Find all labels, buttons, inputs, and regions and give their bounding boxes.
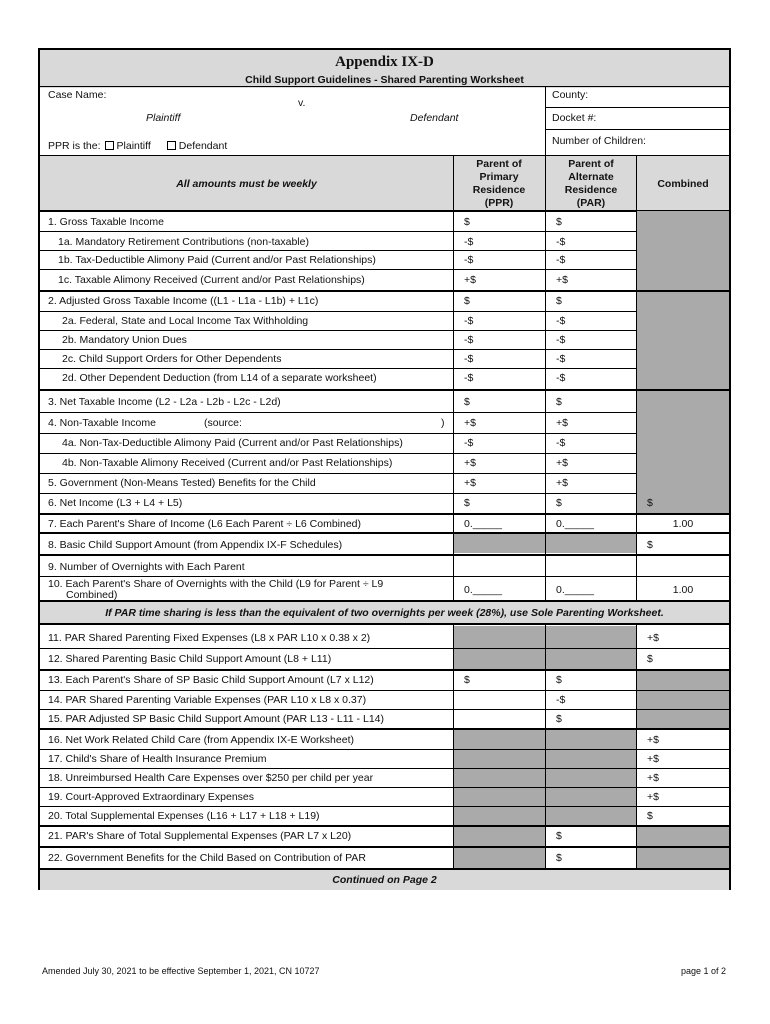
ppr-l7[interactable]: 0._____: [464, 518, 502, 530]
combined-l17[interactable]: +$: [647, 753, 659, 765]
ppr-label: PPR is the:: [48, 140, 101, 152]
line-1a-label: 1a. Mandatory Retirement Contributions (non-taxable): [58, 236, 309, 248]
ppr-l5[interactable]: +$: [464, 477, 476, 489]
line-2a-label: 2a. Federal, State and Local Income Tax Withholding: [62, 315, 309, 327]
combined-l10: 1.00: [672, 584, 694, 596]
line-7-label: 7. Each Parent's Share of Income (L6 Each Parent ÷ L6 Combined): [48, 518, 362, 530]
line-2d-label: 2d. Other Dependent Deduction (from L14 of a separate worksheet): [62, 372, 377, 384]
plaintiff-label: Plaintiff: [146, 112, 181, 124]
par-l22[interactable]: $: [556, 852, 562, 864]
ppr-l10[interactable]: 0._____: [464, 584, 502, 596]
par-l3[interactable]: $: [556, 396, 562, 408]
line-2c-label: 2c. Child Support Orders for Other Dependents: [62, 353, 282, 365]
ppr-l4[interactable]: +$: [464, 417, 476, 429]
par-l2b[interactable]: -$: [556, 334, 566, 346]
ppr-l2d[interactable]: -$: [464, 372, 474, 384]
ppr-l1a[interactable]: -$: [464, 236, 474, 248]
ppr-defendant-checkbox[interactable]: [167, 141, 176, 150]
ppr-l3[interactable]: $: [464, 396, 470, 408]
line-1b-label: 1b. Tax-Deductible Alimony Paid (Current and/or Past Relationships): [58, 254, 376, 266]
amounts-weekly-note: All amounts must be weekly: [176, 178, 317, 190]
ppr-l2a[interactable]: -$: [464, 315, 474, 327]
line-8-label: 8. Basic Child Support Amount (from Appendix IX-F Schedules): [48, 539, 343, 551]
line-1c-label: 1c. Taxable Alimony Received (Current and/or Past Relationships): [58, 274, 365, 286]
sole-parenting-notice: If PAR time sharing is less than the equivalent of two overnights per week (28%), use Sole Parenting Worksheet.: [105, 607, 664, 619]
line-19-label: 19. Court-Approved Extraordinary Expenses: [48, 791, 255, 803]
par-l10[interactable]: 0._____: [556, 584, 594, 596]
par-l4b[interactable]: +$: [556, 457, 568, 469]
line-1-label: 1. Gross Taxable Income: [48, 216, 164, 228]
versus-label: v.: [298, 97, 306, 109]
par-l4[interactable]: +$: [556, 417, 568, 429]
combined-l18[interactable]: +$: [647, 772, 659, 784]
line-2b-label: 2b. Mandatory Union Dues: [62, 334, 187, 346]
continued-note: Continued on Page 2: [332, 874, 437, 886]
ppr-plaintiff-checkbox[interactable]: [105, 141, 114, 150]
worksheet-form: [38, 48, 731, 890]
combined-l7: 1.00: [672, 518, 694, 530]
ppr-l1c[interactable]: +$: [464, 274, 476, 286]
combined-l20[interactable]: $: [647, 810, 653, 822]
ppr-l2c[interactable]: -$: [464, 353, 474, 365]
combined-l8[interactable]: $: [647, 539, 653, 551]
line-9-label: 9. Number of Overnights with Each Parent: [48, 561, 245, 573]
par-l2[interactable]: $: [556, 295, 562, 307]
par-l5[interactable]: +$: [556, 477, 568, 489]
par-l21[interactable]: $: [556, 830, 562, 842]
ppr-l4a[interactable]: -$: [464, 437, 474, 449]
line-10-label-cont: Combined): [66, 589, 118, 601]
par-l2d[interactable]: -$: [556, 372, 566, 384]
page-title: Appendix IX-D: [335, 54, 434, 70]
county-label: County:: [552, 89, 589, 101]
ppr-l6[interactable]: $: [464, 497, 470, 509]
line13-15-shade: [637, 670, 729, 728]
combined-l12[interactable]: $: [647, 653, 653, 665]
par-l1c[interactable]: +$: [556, 274, 568, 286]
par-l14[interactable]: -$: [556, 694, 566, 706]
combined-l6[interactable]: $: [647, 497, 653, 509]
line-5-label: 5. Government (Non-Means Tested) Benefits for the Child: [48, 477, 316, 489]
par-l2c[interactable]: -$: [556, 353, 566, 365]
ppr-selection: [48, 140, 227, 152]
footer-page-number: page 1 of 2: [680, 966, 726, 976]
line-12-label: 12. Shared Parenting Basic Child Support Amount (L8 + L11): [48, 653, 332, 665]
ppr-l1b[interactable]: -$: [464, 254, 474, 266]
combined-shade-top: [637, 211, 729, 514]
line-2-label: 2. Adjusted Gross Taxable Income ((L1 - L1a - L1b) + L1c): [48, 295, 319, 307]
line-21-label: 21. PAR's Share of Total Supplemental Expenses (PAR L7 x L20): [48, 830, 352, 842]
line-16-label: 16. Net Work Related Child Care (from Appendix IX-E Worksheet): [48, 734, 354, 746]
ppr-l2[interactable]: $: [464, 295, 470, 307]
line-4-source-label: (source:: [204, 417, 242, 429]
par-l1[interactable]: $: [556, 216, 562, 228]
combined-l16[interactable]: +$: [647, 734, 659, 746]
line-4-source-close: ): [441, 417, 445, 429]
line-17-label: 17. Child's Share of Health Insurance Premium: [48, 753, 267, 765]
line-22-label: 22. Government Benefits for the Child Based on Contribution of PAR: [48, 852, 366, 864]
ppr-l4b[interactable]: +$: [464, 457, 476, 469]
combined-l11[interactable]: +$: [647, 632, 659, 644]
ppr-defendant-label: Defendant: [178, 140, 228, 152]
line-13-label: 13. Each Parent's Share of SP Basic Child Support Amount (L7 x L12): [48, 674, 374, 686]
ppr-plaintiff-label: Plaintiff: [116, 140, 151, 152]
line-20-label: 20. Total Supplemental Expenses (L16 + L17 + L18 + L19): [48, 810, 320, 822]
par-l13[interactable]: $: [556, 674, 562, 686]
ppr-column-header: Parent of Primary Residence (PPR): [472, 158, 526, 209]
line-10-label: 10. Each Parent's Share of Overnights with the Child (L9 for Parent ÷ L9: [48, 578, 384, 590]
footer-amended-note: Amended July 30, 2021 to be effective September 1, 2021, CN 10727: [42, 966, 320, 976]
combined-l19[interactable]: +$: [647, 791, 659, 803]
par-l1b[interactable]: -$: [556, 254, 566, 266]
par-l15[interactable]: $: [556, 713, 562, 725]
par-column-header: Parent of Alternate Residence (PAR): [564, 158, 618, 209]
line-18-label: 18. Unreimbursed Health Care Expenses over $250 per child per year: [48, 772, 374, 784]
line-4-label: 4. Non-Taxable Income: [48, 417, 156, 429]
par-l1a[interactable]: -$: [556, 236, 566, 248]
combined-column-header: Combined: [657, 178, 709, 190]
line-4a-label: 4a. Non-Tax-Deductible Alimony Paid (Current and/or Past Relationships): [62, 437, 403, 449]
defendant-label: Defendant: [410, 112, 459, 124]
line-4b-label: 4b. Non-Taxable Alimony Received (Current and/or Past Relationships): [62, 457, 393, 469]
line-6-label: 6. Net Income (L3 + L4 + L5): [48, 497, 183, 509]
case-name-label: Case Name:: [48, 89, 107, 101]
par-l2a[interactable]: -$: [556, 315, 566, 327]
line-15-label: 15. PAR Adjusted SP Basic Child Support Amount (PAR L13 - L11 - L14): [48, 713, 384, 725]
ppr-l2b[interactable]: -$: [464, 334, 474, 346]
par-l6[interactable]: $: [556, 497, 562, 509]
line-11-label: 11. PAR Shared Parenting Fixed Expenses (L8 x PAR L10 x 0.38 x 2): [48, 632, 371, 644]
number-of-children-label: Number of Children:: [552, 135, 646, 147]
par-l4a[interactable]: -$: [556, 437, 566, 449]
ppr-l13[interactable]: $: [464, 674, 470, 686]
docket-label: Docket #:: [552, 112, 597, 124]
page-subtitle: Child Support Guidelines - Shared Parenting Worksheet: [245, 74, 524, 86]
line-3-label: 3. Net Taxable Income (L2 - L2a - L2b - L2c - L2d): [48, 396, 281, 408]
par-l7[interactable]: 0._____: [556, 518, 594, 530]
line-14-label: 14. PAR Shared Parenting Variable Expenses (PAR L10 x L8 x 0.37): [48, 694, 367, 706]
ppr-l1[interactable]: $: [464, 216, 470, 228]
